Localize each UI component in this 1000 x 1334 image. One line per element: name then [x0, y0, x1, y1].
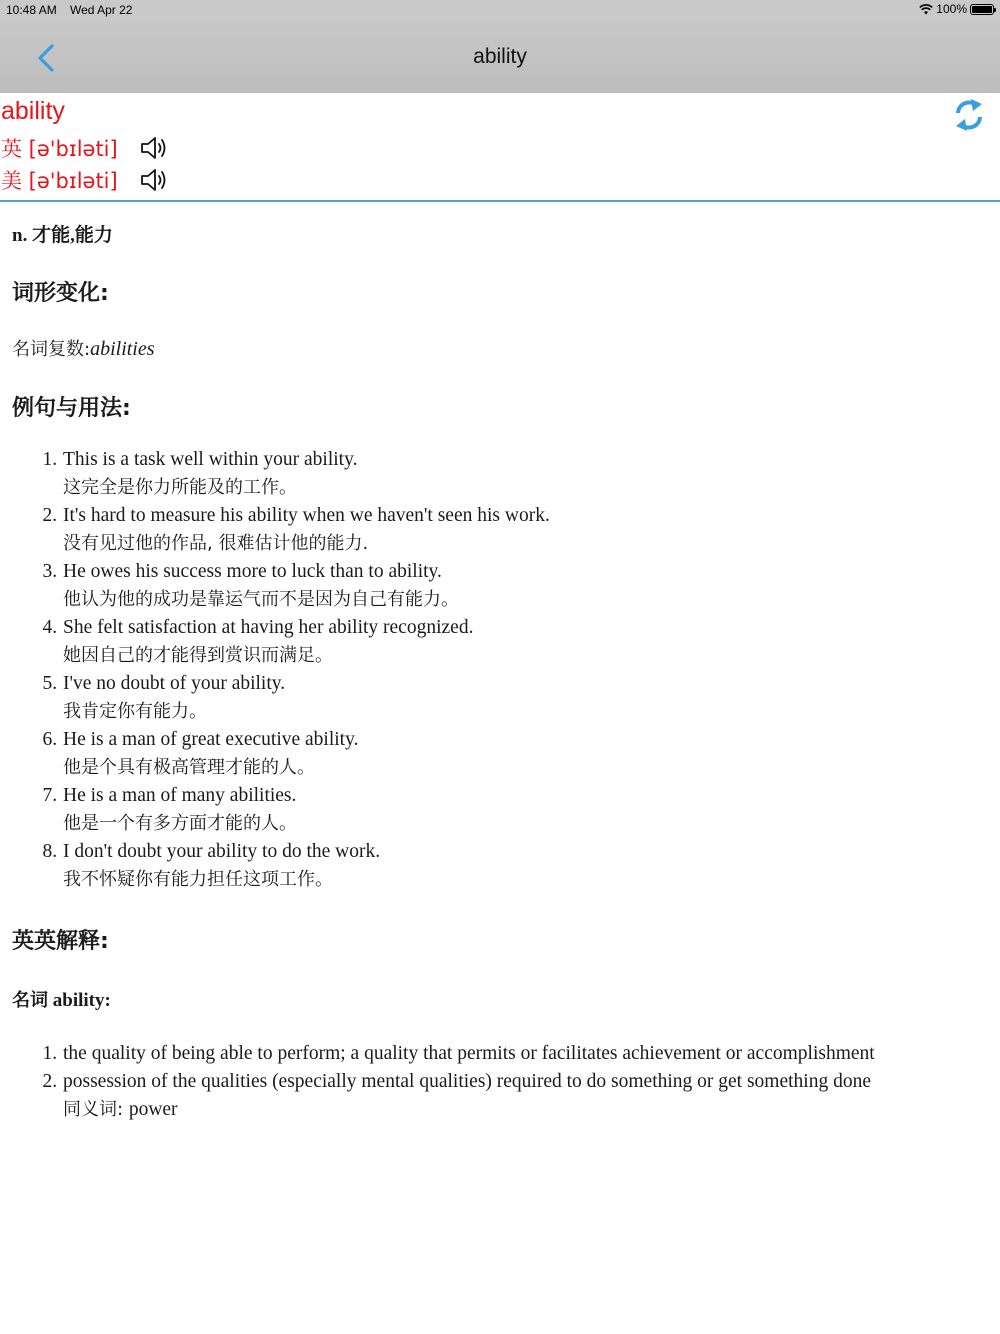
status-date: Wed Apr 22: [70, 3, 133, 17]
status-time: 10:48 AM: [6, 3, 57, 17]
examples-title: 例句与用法:: [12, 396, 131, 421]
refresh-icon[interactable]: [954, 98, 984, 132]
status-bar: [0, 0, 1000, 20]
example-zh: 我肯定你有能力。: [63, 701, 207, 722]
en-pos-word: ability:: [52, 990, 111, 1011]
us-pronunciation-row: [1, 165, 169, 195]
example-en: She felt satisfaction at having her ability recognized.: [63, 617, 474, 638]
list-item: [62, 614, 982, 670]
speaker-icon[interactable]: [139, 134, 169, 162]
list-item: [62, 502, 982, 558]
example-en: This is a task well within your ability.: [63, 449, 358, 470]
word-header: [0, 93, 1000, 202]
list-item: [62, 1068, 982, 1124]
nav-title: ability: [473, 45, 527, 68]
forms-title: 词形变化:: [12, 281, 109, 306]
example-en: I don't doubt your ability to do the work.: [63, 841, 381, 862]
battery-percent: 100%: [936, 2, 967, 16]
examples-list: [0, 446, 982, 894]
example-en: He is a man of great executive ability.: [63, 729, 359, 750]
example-zh: 他认为他的成功是靠运气而不是因为自己有能力。: [63, 589, 459, 610]
list-item: [62, 446, 982, 502]
list-item: [62, 838, 982, 894]
synonym-label: 同义词:: [63, 1099, 124, 1120]
battery-icon: [970, 4, 994, 15]
example-en: He owes his success more to luck than to ability.: [63, 561, 442, 582]
forms-line: [12, 335, 155, 361]
list-item: [62, 1040, 982, 1068]
example-en: It's hard to measure his ability when we haven't seen his work.: [63, 505, 550, 526]
example-zh: 我不怀疑你有能力担任这项工作。: [63, 869, 333, 890]
list-item: [62, 558, 982, 614]
uk-pronunciation-row: [1, 133, 169, 163]
battery-fill: [972, 6, 992, 13]
uk-pronunciation: 英 [ə'bɪləti]: [1, 137, 118, 161]
example-zh: 她因自己的才能得到赏识而满足。: [63, 645, 333, 666]
example-zh: 这完全是你力所能及的工作。: [63, 477, 297, 498]
example-zh: 没有见过他的作品, 很难估计他的能力.: [63, 533, 369, 554]
us-pronunciation: 美 [ə'bɪləti]: [1, 169, 118, 193]
synonym-line: [63, 1096, 982, 1124]
example-zh: 他是个具有极高管理才能的人。: [63, 757, 315, 778]
list-item: [62, 782, 982, 838]
en-pos-heading: [12, 986, 111, 1012]
definition: n. 才能,能力: [12, 225, 113, 246]
nav-bar: [0, 20, 1000, 93]
forms-label: 名词复数:: [12, 339, 91, 360]
headword: ability: [1, 97, 65, 125]
forms-value: abilities: [90, 338, 155, 360]
example-zh: 他是一个有多方面才能的人。: [63, 813, 297, 834]
example-en: I've no doubt of your ability.: [63, 673, 286, 694]
en-definitions-list: [0, 1040, 982, 1124]
en-pos-label: 名词: [12, 990, 48, 1011]
wifi-icon: [919, 4, 933, 15]
en-definition: possession of the qualities (especially mental qualities) required to do something or get something done: [63, 1071, 871, 1092]
status-right: [919, 2, 994, 16]
synonym-value: power: [128, 1099, 178, 1120]
list-item: [62, 726, 982, 782]
en-definition: the quality of being able to perform; a quality that permits or facilitates achievement or accomplishment: [63, 1043, 875, 1064]
en-explanation-title: 英英解释:: [12, 929, 109, 954]
list-item: [62, 670, 982, 726]
example-en: He is a man of many abilities.: [63, 785, 297, 806]
speaker-icon[interactable]: [139, 166, 169, 194]
